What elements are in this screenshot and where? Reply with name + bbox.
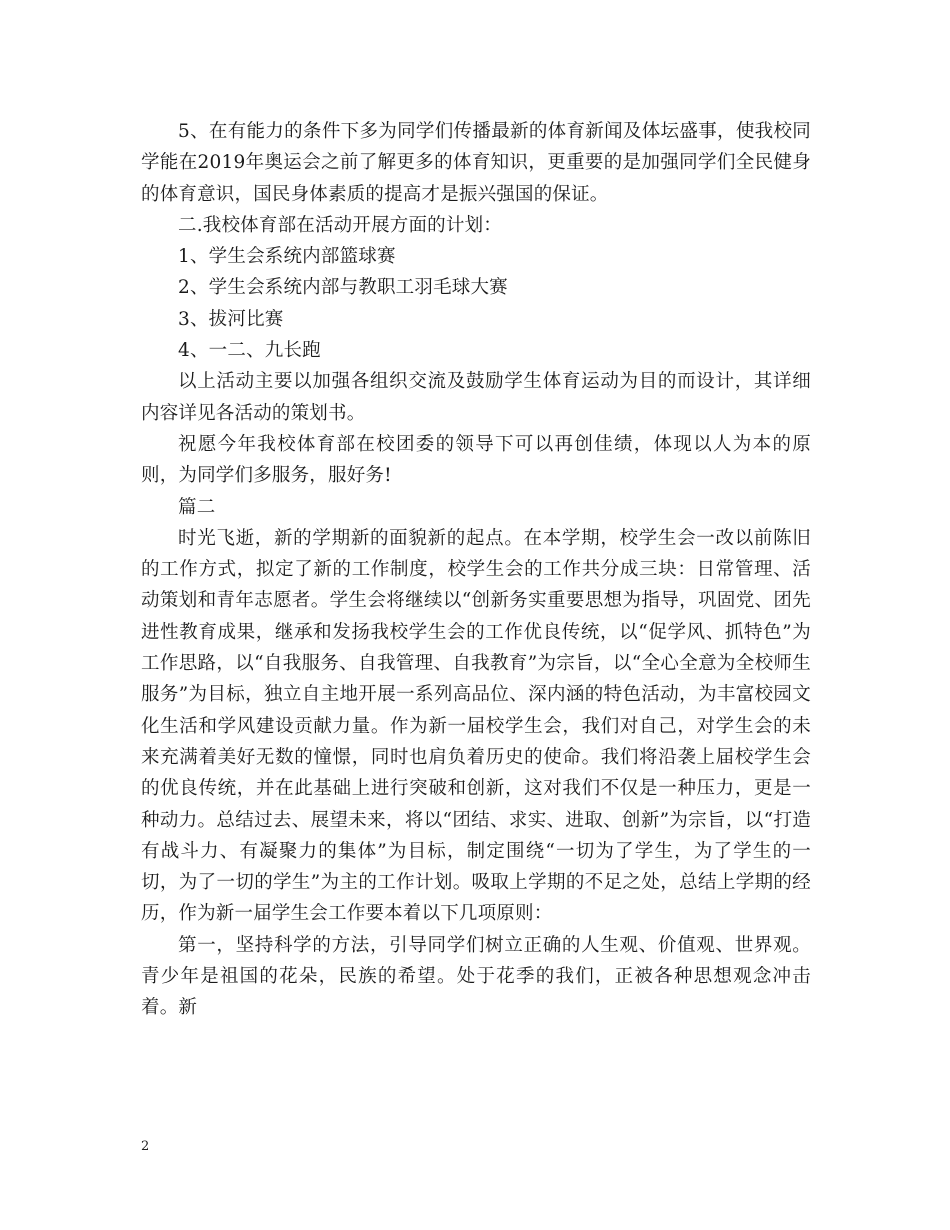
section-heading-activity-plan: 二.我校体育部在活动开展方面的计划： (178, 214, 502, 236)
page-number: 2 (141, 1139, 150, 1154)
paragraph-wishes: 祝愿今年我校体育部在校团委的领导下可以再创佳绩，体现以人为本的原则，为同学们多服务，服好务! (141, 433, 811, 487)
paragraph-sports-news: 5、在有能力的条件下多为同学们传播最新的体育新闻及体坛盛事，使我校同学能在2019年奥运会之前了解更多的体育知识，更重要的是加强同学们全民健身的体育意识，国民身体素质的提高才是振兴强国的保证。 (141, 121, 811, 205)
paragraph-activity-summary: 以上活动主要以加强各组织交流及鼓励学生体育运动为目的而设计，其详细内容详见各活动的策划书。 (141, 371, 811, 424)
list-item-long-run: 4、一二、九长跑 (178, 340, 321, 362)
list-item-badminton: 2、学生会系统内部与教职工羽毛球大赛 (178, 277, 508, 299)
list-item-basketball: 1、学生会系统内部篮球赛 (178, 246, 396, 268)
paragraph-new-semester: 时光飞逝，新的学期新的面貌新的起点。在本学期，校学生会一改以前陈旧的工作方式，拟定了新的工作制度，校学生会的工作共分成三块：日常管理、活动策划和青年志愿者。学生会将继续以“创新务实重要思想为指导，巩固党、团先进性教育成果，继承和发扬我校学生会的工作优良传统，以“促学风、抓特色”为工作思路，以“自我服务、自我管理、自我教育”为宗旨，以“全心全意为全校师生服务”为目标，独立自主地开展一系列高品位、深内涵的特色活动，为丰富校园文化生活和学风建设贡献力量。作为新一届校学生会，我们对自己，对学生会的未来充满着美好无数的憧憬，同时也肩负着历史的使命。我们将沿袭上届校学生会的优良传统，并在此基础上进行突破和创新，这对我们不仅是一种压力，更是一种动力。总结过去、展望未来，将以“团结、求实、进取、创新”为宗旨，以“打造有战斗力、有凝聚力的集体”为目标，制定围绕“一切为了学生，为了学生的一切，为了一切的学生”为主的工作计划。吸取上学期的不足之处，总结上学期的经历，作为新一届学生会工作要本着以下几项原则： (141, 527, 811, 925)
list-item-tug-of-war: 3、拔河比赛 (178, 308, 284, 330)
paragraph-principle-one: 第一，坚持科学的方法，引导同学们树立正确的人生观、价值观、世界观。青少年是祖国的花朵，民族的希望。处于花季的我们，正被各种思想观念冲击着。新 (141, 934, 811, 1019)
section-heading-part-two: 篇二 (178, 496, 216, 518)
document-body (141, 116, 811, 1024)
